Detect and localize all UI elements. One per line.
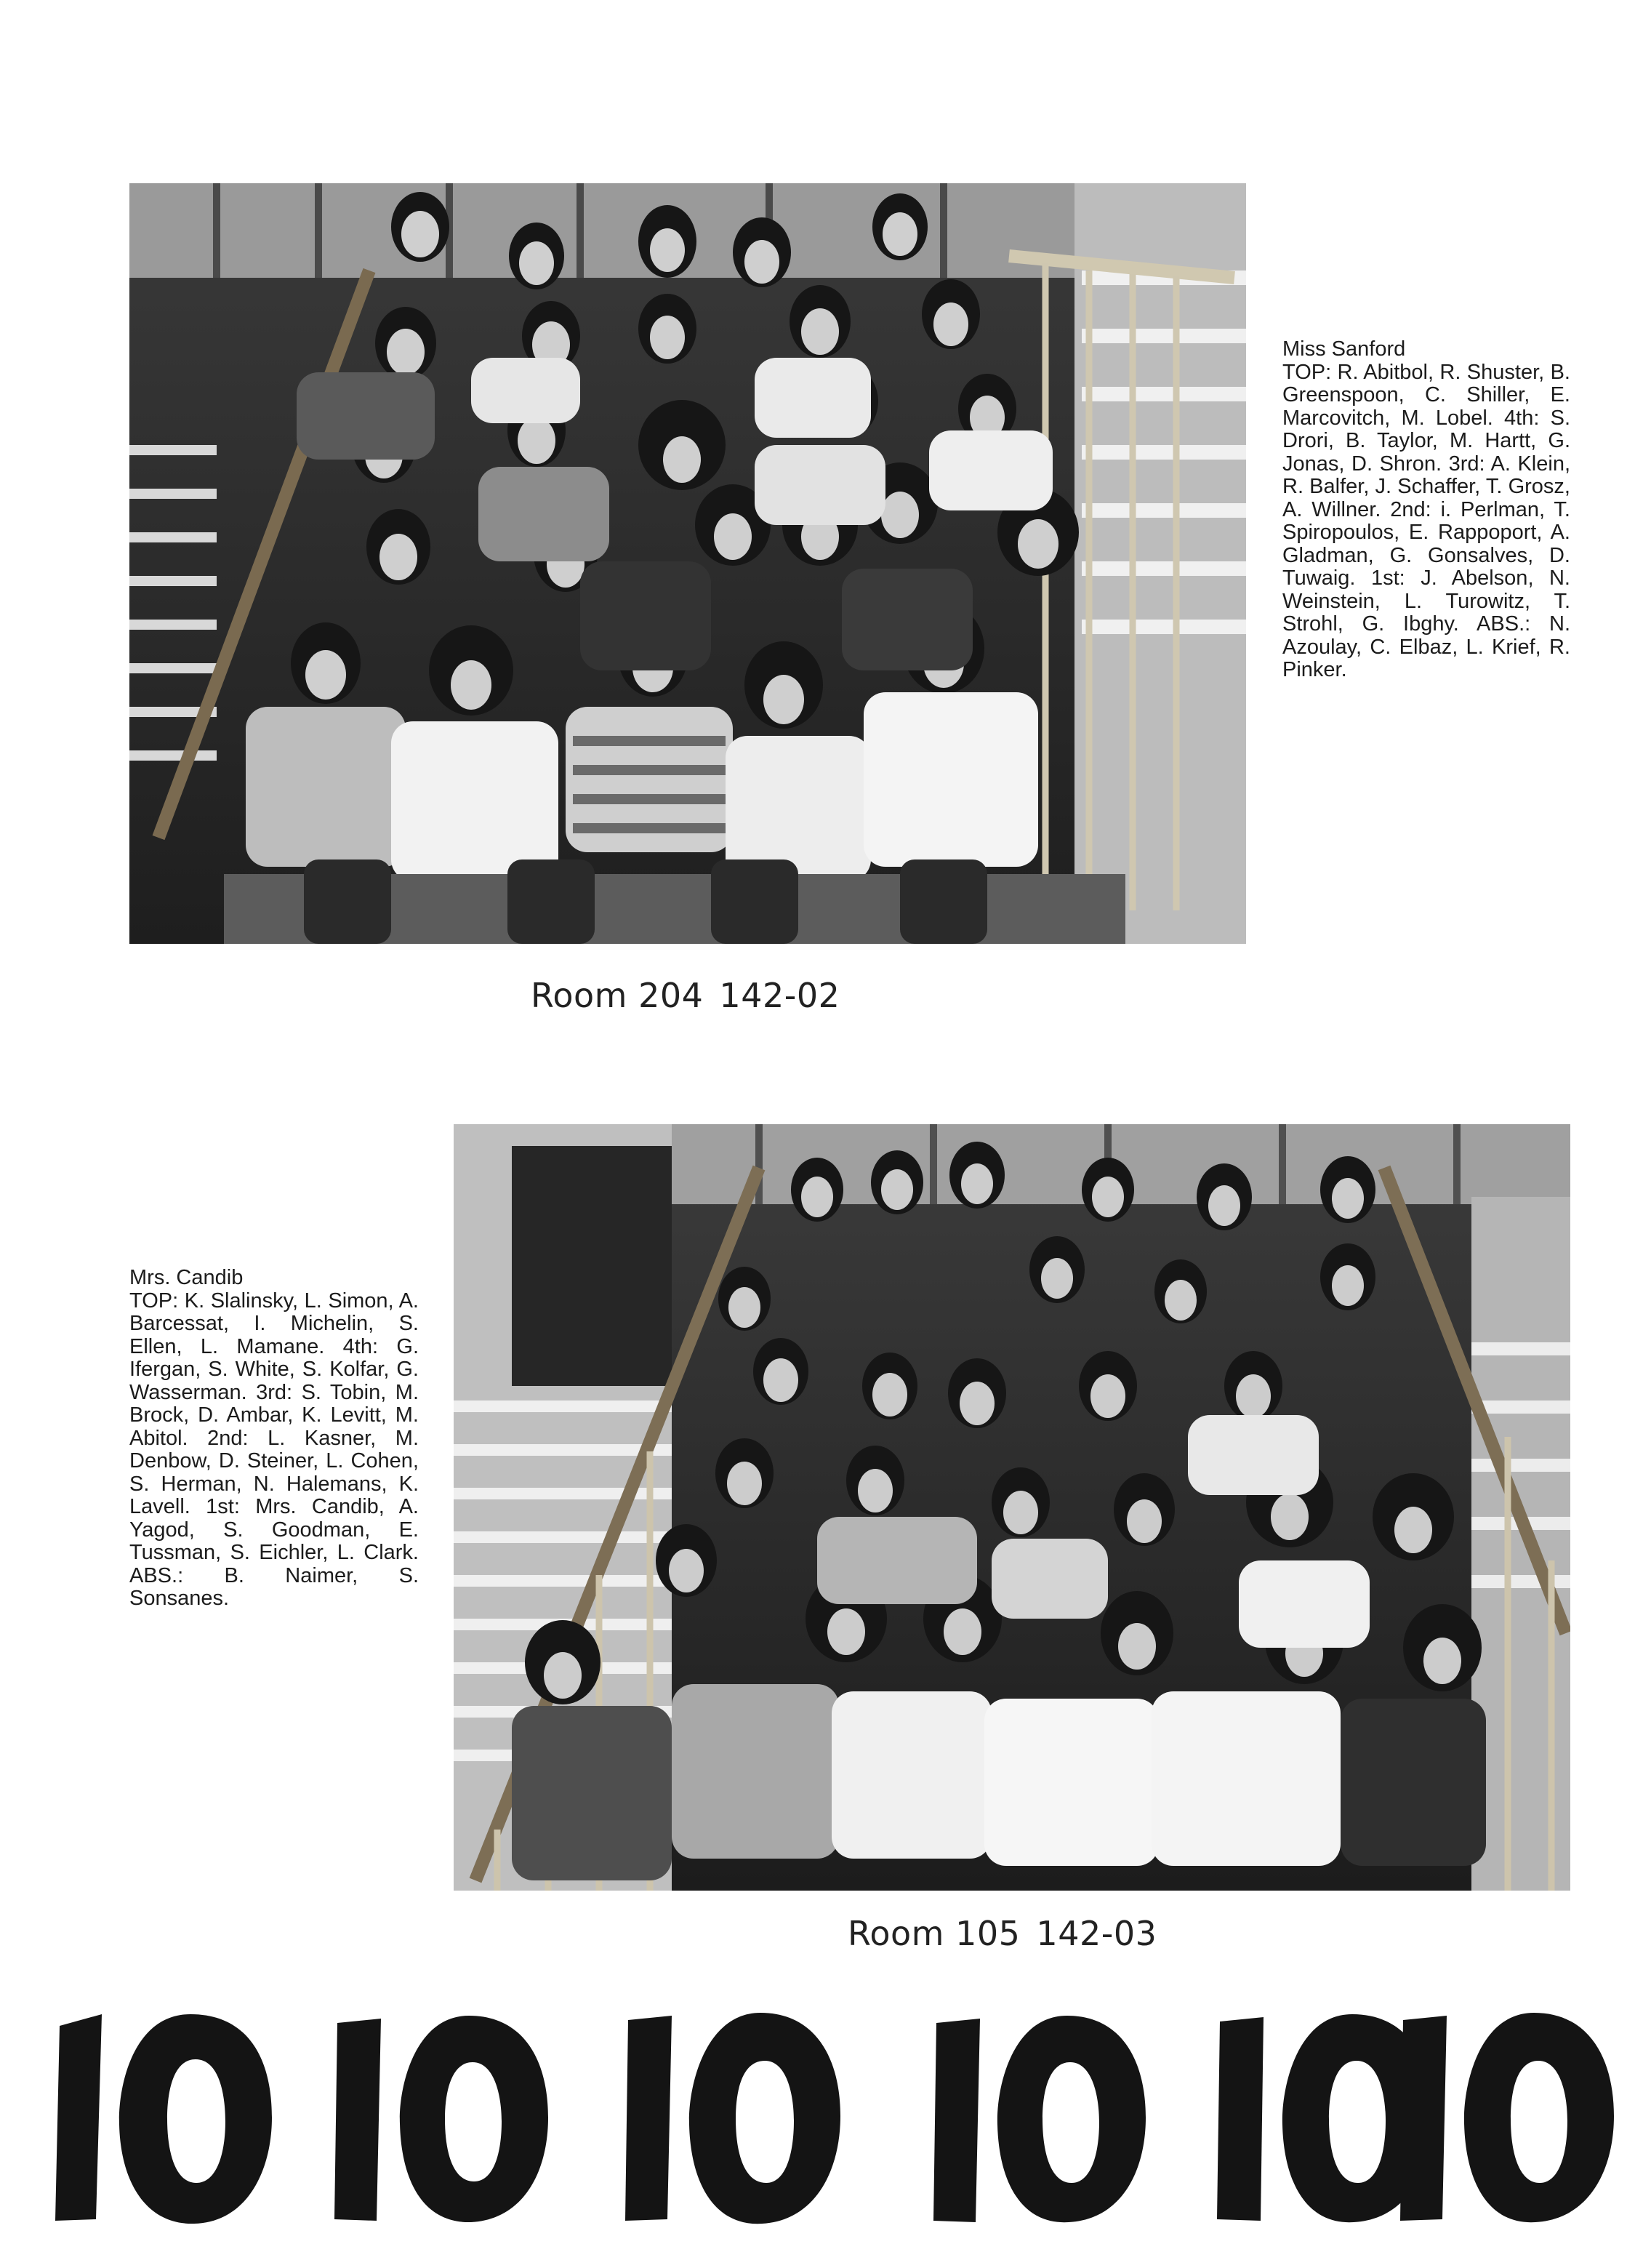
class-code: 142-03 — [1036, 1914, 1157, 1953]
grade-mark — [45, 2001, 285, 2234]
teacher-name: Miss Sanford — [1282, 337, 1406, 361]
roster-room-105 — [129, 1267, 419, 1611]
roster-text: TOP: R. Abitbol, R. Shuster, B. Greenspoon, C. Shiller, E. Marcovitch, M. Lobel. 4th: S. Drori, B. Taylor, M. Hartt, G. Jonas, D. Shron. 3rd: A. Klein, R. Balfer, J. Schaffer, T. Grosz, A. Willner. 2nd: i. Perlman, T. Spiropoulos, E. Rappoport, A. Gladman, G. Gonsalves, D. Tuwaig. 1st: J. Abelson, N. Weinstein, L. Turowitz, T. Strohl, G. Ibghy. ABS.: N. Azoulay, C. Elbaz, L. Krief, R. Pinker. — [1282, 360, 1570, 681]
room-label: Room 105 — [848, 1914, 1021, 1953]
room-caption-204 — [531, 976, 840, 1015]
grade-mark — [1386, 2001, 1626, 2234]
room-label: Room 204 — [531, 976, 704, 1015]
grade-mark — [612, 2001, 852, 2234]
grade-marks-row — [0, 2001, 1643, 2234]
roster-text: TOP: K. Slalinsky, L. Simon, A. Barcessat, I. Michelin, S. Ellen, L. Mamane. 4th: G. Ifergan, S. White, S. Kolfar, G. Wasserman. 3rd: S. Tobin, M. Brock, D. Ambar, K. Levitt, M. Abitol. 2nd: L. Kasner, M. Denbow, D. Steiner, L. Cohen, S. Herman, N. Halemans, K. Lavell. 1st: Mrs. Candib, A. Yagod, S. Goodman, E. Tussman, S. Eichler, L. Clark. ABS.: B. Naimer, S. Sonsanes. — [129, 1289, 419, 1610]
class-code: 142-02 — [719, 976, 840, 1015]
class-photo-room-105 — [454, 1124, 1570, 1891]
grade-mark — [320, 2001, 560, 2234]
room-caption-105 — [848, 1914, 1157, 1953]
class-photo-room-105-image — [454, 1124, 1570, 1891]
roster-room-204 — [1282, 338, 1570, 682]
class-photo-room-204-image — [129, 183, 1246, 944]
teacher-name: Mrs. Candib — [129, 1266, 244, 1289]
grade-mark — [917, 2001, 1157, 2234]
class-photo-room-204 — [129, 183, 1246, 944]
